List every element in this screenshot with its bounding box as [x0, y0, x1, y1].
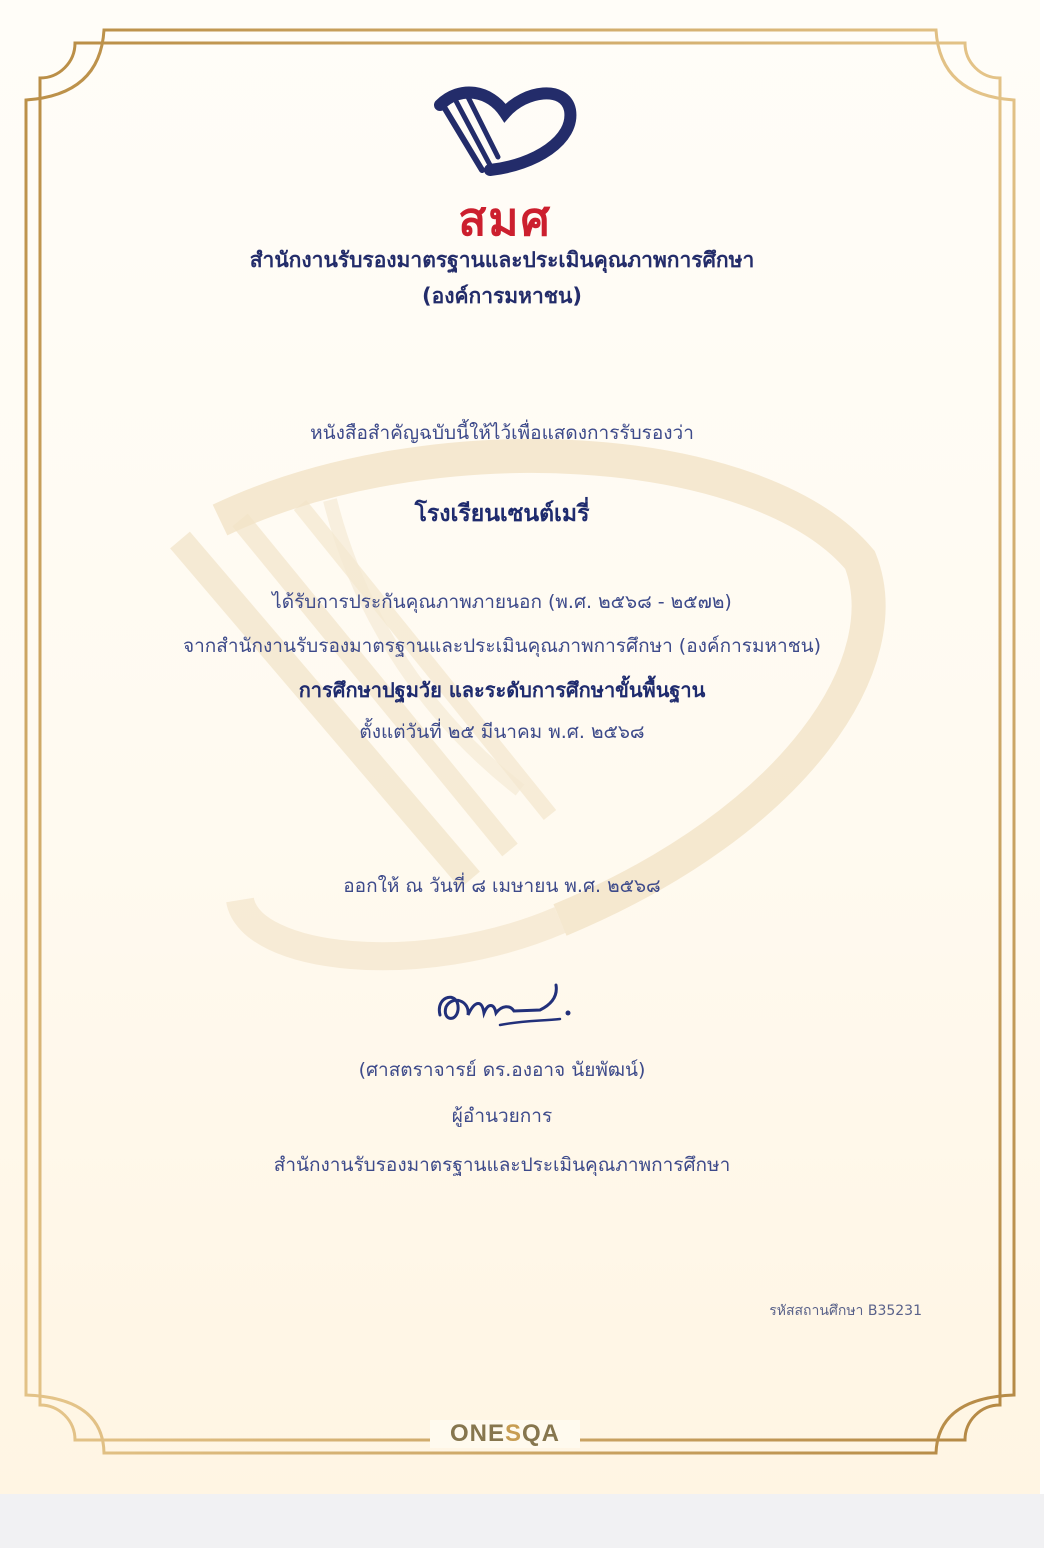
- director-signature: [430, 975, 580, 1035]
- accreditation-line: ได้รับการประกันคุณภาพภายนอก (พ.ศ. ๒๕๖๘ - ๒๕๗๒): [272, 591, 732, 613]
- school-name: โรงเรียนเซนต์เมรี่: [414, 501, 590, 527]
- org-acronym: สมศ: [458, 193, 552, 245]
- issue-date: ออกให้ ณ วันที่ ๘ เมษายน พ.ศ. ๒๕๖๘: [343, 875, 661, 897]
- issuer-line: จากสำนักงานรับรองมาตรฐานและประเมินคุณภาพการศึกษา (องค์การมหาชน): [182, 635, 822, 657]
- education-level: การศึกษาปฐมวัย และระดับการศึกษาขั้นพื้นฐาน: [298, 678, 706, 702]
- onesqa-emblem: [430, 85, 580, 185]
- bottom-margin: [0, 1494, 1044, 1548]
- effective-date: ตั้งแต่วันที่ ๒๕ มีนาคม พ.ศ. ๒๕๖๘: [359, 721, 645, 743]
- signatory-org: สำนักงานรับรองมาตรฐานและประเมินคุณภาพการศึกษา: [273, 1154, 731, 1176]
- org-type-header: (องค์การมหาชน): [422, 284, 582, 308]
- onesqa-wordmark: ONESQA: [430, 1420, 580, 1448]
- signatory-title: ผู้อำนวยการ: [451, 1105, 553, 1127]
- right-edge-strip: [1040, 0, 1044, 1548]
- signatory-name: (ศาสตราจารย์ ดร.องอาจ นัยพัฒน์): [358, 1059, 646, 1081]
- school-code: รหัสสถานศึกษา B35231: [769, 1303, 922, 1319]
- certificate-intro: หนังสือสำคัญฉบับนี้ให้ไว้เพื่อแสดงการรับรองว่า: [310, 422, 694, 444]
- org-name-header: สำนักงานรับรองมาตรฐานและประเมินคุณภาพการศึกษา: [249, 248, 755, 272]
